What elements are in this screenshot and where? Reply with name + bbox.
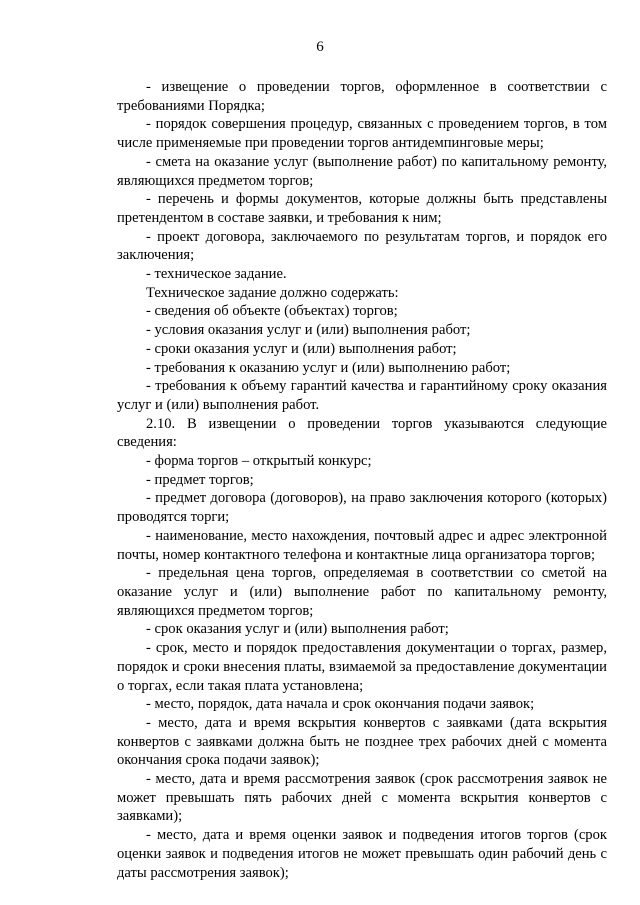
list-item: - перечень и формы документов, которые должны быть представлены претендентом в составе заявки, и требования к ним; [117, 191, 607, 226]
list-item: - извещение о проведении торгов, оформленное в соответствии с требованиями Порядка; [117, 79, 607, 114]
section-paragraph: 2.10. В извещении о проведении торгов указываются следующие сведения: [117, 415, 607, 451]
list-item: - форма торгов – открытый конкурс; [146, 453, 372, 470]
list-item: - предмет торгов; [146, 471, 254, 488]
list-item: - техническое задание. [146, 266, 287, 283]
list-item: - место, дата и время оценки заявок и подведения итогов торгов (срок оценки заявок и подведения итогов не может превышать один рабочий день с даты рассмотрения заявок); [117, 827, 607, 881]
document-body [117, 78, 607, 882]
list-item: - предельная цена торгов, определяемая в соответствии со сметой на оказание услуг и (или) выполнение работ по капитальному ремонту, являющихся предметом торгов; [117, 565, 607, 619]
list-item: - наименование, место нахождения, почтовый адрес и адрес электронной почты, номер контактного телефона и контактные лица организатора торгов; [117, 527, 607, 563]
list-item: - смета на оказание услуг (выполнение работ) по капитальному ремонту, являющихся предметом торгов; [117, 153, 607, 189]
list-item: - место, дата и время рассмотрения заявок (срок рассмотрения заявок не может превышать пять рабочих дней с момента вскрытия конвертов с заявками); [117, 771, 607, 825]
list-item: - условия оказания услуг и (или) выполнения работ; [146, 322, 471, 339]
list-item: - предмет договора (договоров), на право заключения которого (которых) проводятся торги; [117, 490, 607, 526]
list-item: - место, порядок, дата начала и срок окончания подачи заявок; [146, 696, 535, 713]
page-number: 6 [316, 39, 324, 55]
list-item: - требования к оказанию услуг и (или) выполнению работ; [146, 359, 511, 376]
paragraph: Техническое задание должно содержать: [146, 284, 399, 301]
list-item: - срок оказания услуг и (или) выполнения работ; [146, 621, 449, 638]
list-item: - проект договора, заключаемого по результатам торгов, и порядок его заключения; [117, 228, 607, 264]
list-item: - сведения об объекте (объектах) торгов; [146, 303, 398, 320]
list-item: - требования к объему гарантий качества и гарантийному сроку оказания услуг и (или) выполнения работ. [117, 378, 607, 413]
list-item: - срок, место и порядок предоставления документации о торгах, размер, порядок и сроки внесения платы, взимаемой за предоставление документации о торгах, если такая плата установлена; [117, 640, 607, 694]
list-item: - сроки оказания услуг и (или) выполнения работ; [146, 340, 457, 357]
list-item: - порядок совершения процедур, связанных с проведением торгов, в том числе применяемые при проведении торгов антидемпинговые меры; [117, 116, 607, 152]
list-item: - место, дата и время вскрытия конвертов с заявками (дата вскрытия конвертов с заявками должна быть не позднее трех рабочих дней с момента окончания срока подачи заявок); [117, 714, 607, 769]
